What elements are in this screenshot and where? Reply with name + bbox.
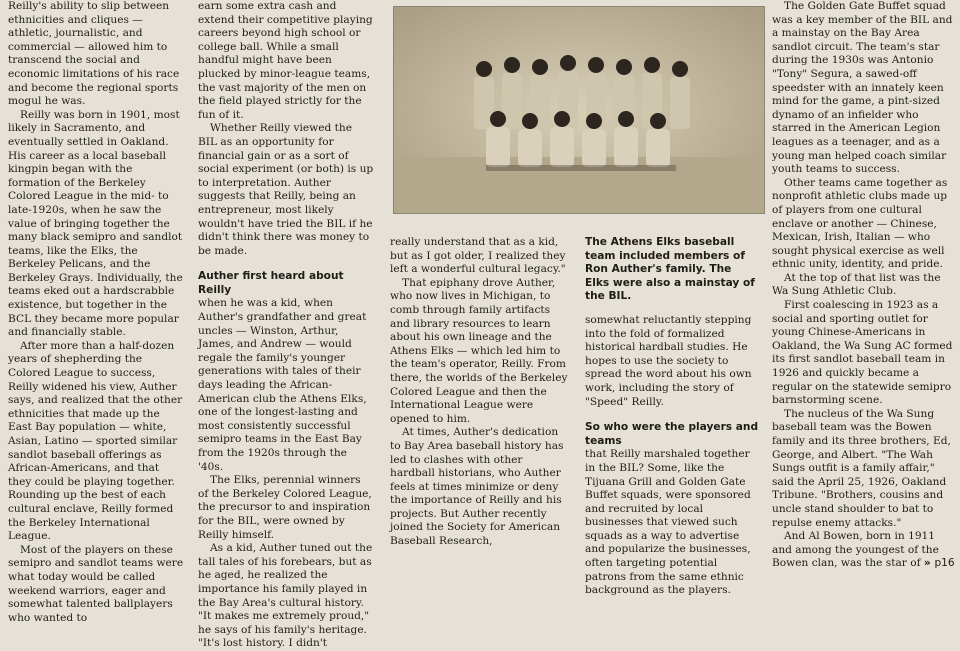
- paragraph: Other teams came together as nonprofit athletic clubs made up of players from one cultural enclave or another — Chinese, Mexican, Irish, Italian — who sought physical exercise as well ethnic unity, identity, and pride.: [772, 176, 948, 271]
- paragraph: [772, 530, 956, 571]
- paragraph: somewhat reluctantly stepping into the fold of formalized historical hardball studies. He hopes to use the society to spread the word about his own work, including the story of "Speed" Reilly.: [585, 313, 752, 408]
- section-subhead: So who were the players and teams: [585, 421, 759, 447]
- jump-arrow-icon: »: [923, 557, 931, 570]
- paragraph: The nucleus of the Wa Sung baseball team was the Bowen family and its three brothers, Ed, George, and Albert. "The Wah Sungs outfit is a family affair," said the April 25, 1926, Oakland Tribune. "Brothers, cousins and uncle stand shoulder to bat to repulse enemy attacks.": [772, 407, 951, 529]
- paragraph: The Golden Gate Buffet squad was a key member of the BIL and a mainstay on the Bay Area sandlot circuit. The team's star during the 1930s was Antonio "Tony" Segura, a sawed-off speedster with an innately keen mind for the game, a pint-sized dynamo of an infielder who starred in the American Legion leagues as a teenager, and as a young man helped coach similar youth teams to success.: [772, 0, 953, 176]
- paragraph: As a kid, Auther tuned out the tall tales of his forebears, but as he aged, he realized the importance his family played in the Bay Area's cultural history. "It makes me extremely proud," he says of his family's heritage. "It's lost history. I didn't: [198, 542, 373, 650]
- paragraph: The Elks, perennial winners of the Berkeley Colored League, the precursor to and inspiration for the BIL, were owned by Reilly himself.: [198, 474, 372, 541]
- paragraph: At the top of that list was the Wa Sung Athletic Club.: [772, 271, 941, 298]
- jump-page: p16: [934, 557, 955, 570]
- paragraph: First coalescing in 1923 as a social and sporting outlet for young Chinese-Americans in Oakland, the Wa Sung AC formed its first sandlot baseball team in 1926 and quickly became a regular on the statewide semipro barnstorming scene.: [772, 299, 953, 407]
- paragraph: Reilly's ability to slip between ethnicities and cliques — athletic, journalistic, and commercial — allowed him to transcend the social and economic limitations of his race and become the regional sports mogul he was.: [8, 0, 180, 108]
- paragraph: That epiphany drove Auther, who now lives in Michigan, to comb through family artifacts and library resources to learn about his own lineage and the Athens Elks — which led him to the team's operator, Reilly. From there, the worlds of the Berkeley Colored League and then the International League were opened to him.: [390, 276, 568, 425]
- article-column-4: [585, 236, 759, 597]
- paragraph: Most of the players on these semipro and sandlot teams were what today would be called weekend warriors, eager and somewhat talented ballplayers who wanted to: [8, 543, 184, 624]
- paragraph: earn some extra cash and extend their competitive playing careers beyond high school or college ball. While a small handful might have been plucked by minor-league teams, the vast majority of the men on the field played strictly for the fun of it.: [198, 0, 373, 121]
- section-subhead: Auther first heard about Reilly: [198, 270, 344, 296]
- paragraph: At times, Auther's dedication to Bay Area baseball history has led to clashes with other hardball historians, who Auther feels at times minimize or deny the importance of Reilly and his projects. But Auther recently joined the Society for American Baseball Research,: [390, 426, 564, 548]
- paragraph: After more than a half-dozen years of shepherding the Colored League to success, Reilly widened his view, Auther says, and realized that the other ethnicities that made up the East Bay population — white, Asian, Latino — sported similar sandlot baseball offerings as African-Americans, and that they could be playing together. Rounding up the best of each cultural enclave, Reilly formed the Berkeley International League.: [8, 339, 183, 543]
- team-photo-illustration: [394, 7, 764, 213]
- paragraph: when he was a kid, when Auther's grandfather and great uncles — Winston, Arthur, James, and Andrew — would regale the family's younger generations with tales of their days leading the African-American club the Athens Elks, one of the longest-lasting and most consistently successful semipro teams in the East Bay from the 1920s through the '40s.: [198, 297, 367, 473]
- team-photograph: [393, 6, 765, 214]
- article-column-5: [772, 0, 956, 570]
- photo-caption: The Athens Elks baseball team included members of Ron Auther's family. The Elks were also a mainstay of the BIL.: [585, 236, 755, 303]
- article-column-3: [390, 236, 568, 548]
- paragraph: really understand that as a kid, but as I got older, I realized they left a wonderful cultural legacy.": [390, 236, 566, 276]
- continued-jump[interactable]: [924, 557, 955, 569]
- paragraph: Whether Reilly viewed the BIL as an opportunity for financial gain or as a sort of social experiment (or both) is up to interpretation. Auther suggests that Reilly, being an entrepreneur, most likely wouldn't have tried the BIL if he didn't think there was money to be made.: [198, 122, 374, 257]
- paragraph: Reilly was born in 1901, most likely in Sacramento, and eventually settled in Oakland. His career as a local baseball kingpin began with the formation of the Berkeley Colored League in the mid- to late-1920s, when he saw the value of bringing together the many black semipro and sandlot teams, like the Elks, the Berkeley Pelicans, and the Berkeley Grays. Individually, the teams eked out a hardscrabble existence, but together in the BCL they became more popular and financially stable.: [8, 108, 183, 339]
- paragraph-text: And Al Bowen, born in 1911 and among the youngest of the Bowen clan, was the star of: [772, 530, 939, 570]
- article-column-2: [198, 0, 374, 650]
- paragraph: that Reilly marshaled together in the BIL? Some, like the Tijuana Grill and Golden Gate Buffet squads, were sponsored and recruited by local businesses that viewed such squads as a way to advertise and popularize the businesses, often targeting potential patrons from the same ethnic background as the players.: [585, 448, 751, 597]
- article-column-1: [8, 0, 184, 624]
